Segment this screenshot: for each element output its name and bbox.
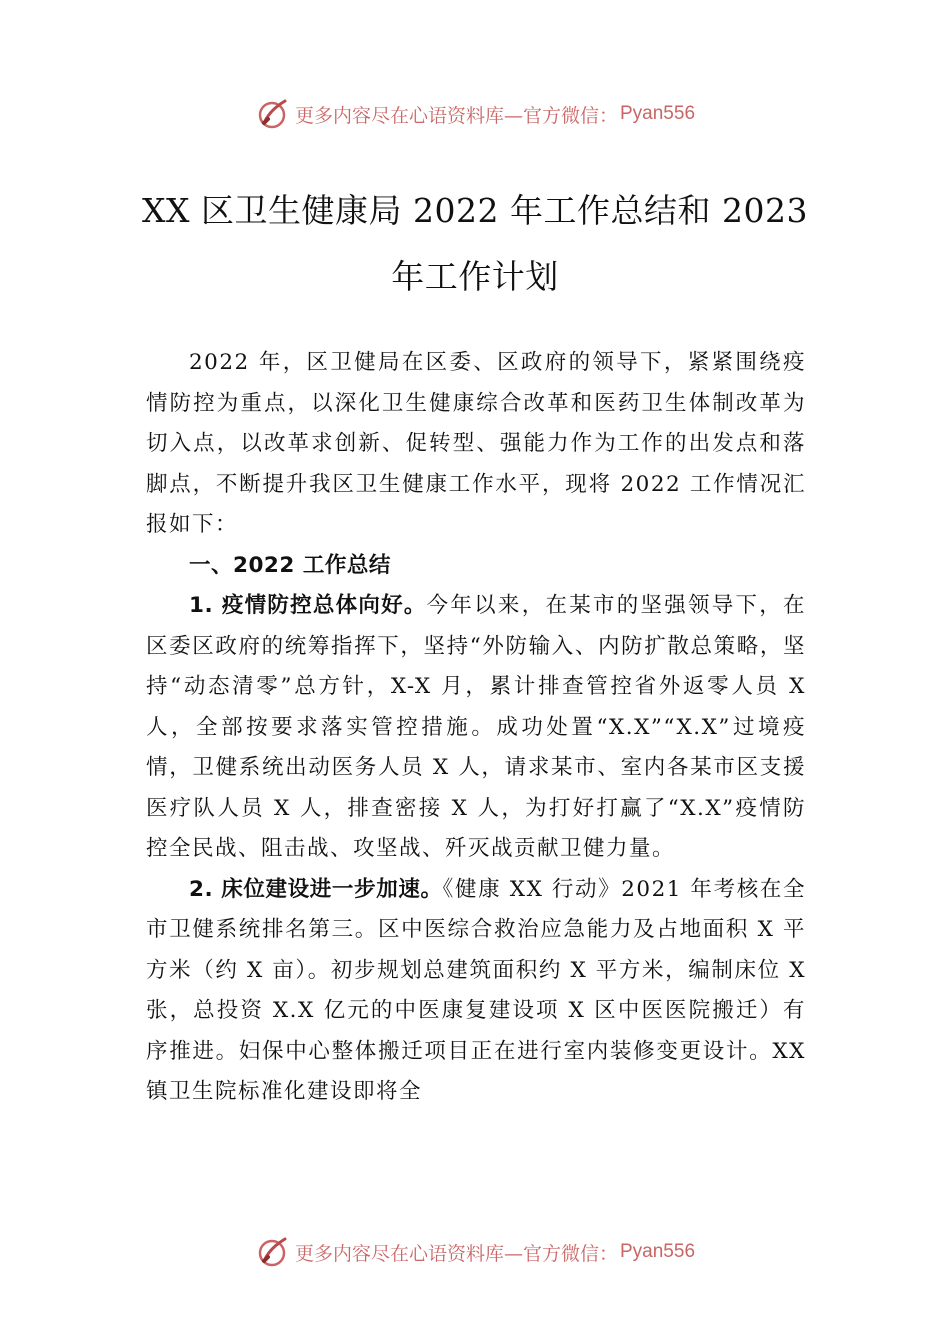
item-1-body: 今年以来，在某市的坚强领导下，在区委区政府的统筹指挥下，坚持“外防输入、内防扩散总策略，坚持“动态清零”总方针，X-X 月，累计排查管控省外返零人员 X 人，全部按要求落实管控措施。成功处置“X.X”“X.X”过境疫情，卫健系统出动医务人员 X 人，请求某市、室内各某市区支援医疗队人员 X 人，排查密接 X 人，为打好打赢了“X.X”疫情防控全民战、阻击战、攻坚战、歼灭战贡献卫健力量。 [146,593,806,861]
item-2-paragraph [146,870,806,1113]
intro-paragraph: 2022 年，区卫健局在区委、区政府的领导下，紧紧围绕疫情防控为重点，以深化卫生健康综合改革和医药卫生体制改革为切入点，以改革求创新、促转型、强能力作为工作的出发点和落脚点，不断提升我区卫生健康工作水平，现将 2022 工作情况汇报如下： [146,350,806,537]
section-heading: 一、2022 工作总结 [189,552,391,578]
item-2-body: 《健康 XX 行动》2021 年考核在全市卫健系统排名第三。区中医综合救治应急能力及占地面积 X 平方米（约 X 亩）。初步规划总建筑面积约 X 平方米，编制床位 X 张，总投资 X.X 亿元的中医康复建设项 X 区中医医院搬迁）有序推进。妇保中心整体搬迁项目正在进行室内装修变更设计。XX 镇卫生院标准化建设即将全 [146,876,806,1104]
brush-logo-icon [255,97,289,131]
brush-logo-icon [255,1235,289,1269]
watermark-banner-top [0,94,950,134]
watermark-text: 更多内容尽在心语资料库—官方微信： [294,104,618,127]
item-1-lead: 1. 疫情防控总体向好。 [189,593,427,618]
document-title: XX 区卫生健康局 2022 年工作总结和 2023 年工作计划 [142,191,808,296]
watermark-handle: Pyan556 [620,1241,696,1262]
watermark-text: 更多内容尽在心语资料库—官方微信： [294,1242,618,1265]
item-1-paragraph [146,586,806,870]
watermark-banner-bottom [0,1232,950,1272]
item-2-lead: 2. 床位建设进一步加速。 [189,876,443,902]
watermark-handle: Pyan556 [620,103,696,124]
document-body [146,343,806,1113]
